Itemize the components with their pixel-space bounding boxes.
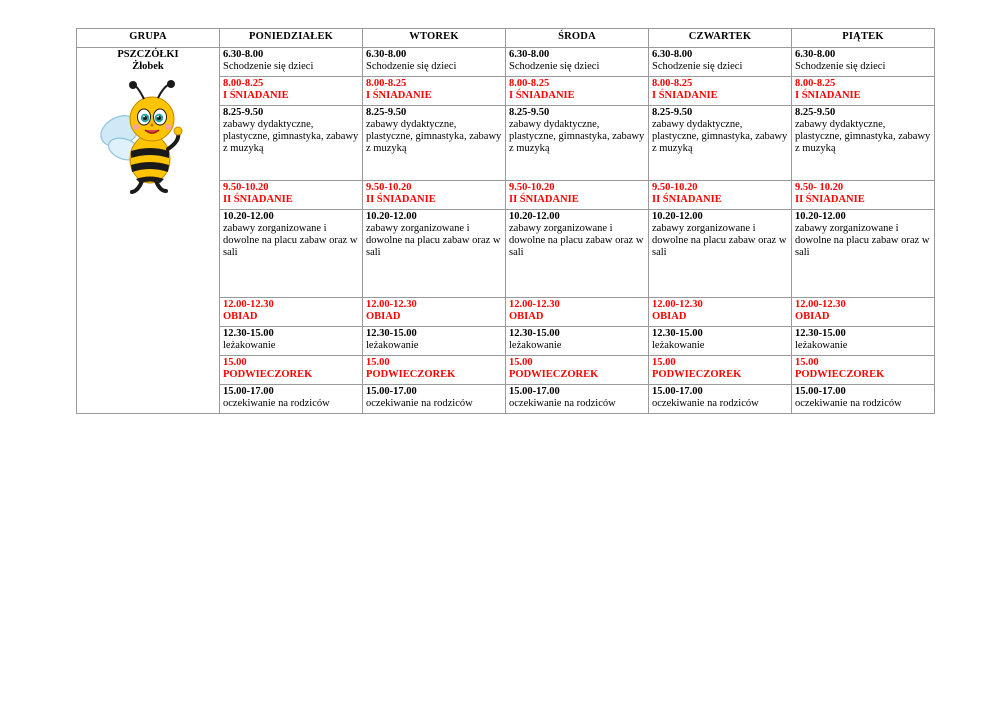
activity-description: leżakowanie bbox=[509, 340, 562, 351]
time-range: 8.25-9.50 bbox=[366, 107, 407, 118]
activity-description: oczekiwanie na rodziców bbox=[652, 398, 759, 409]
meal-cell bbox=[649, 298, 792, 327]
meal-name: PODWIECZOREK bbox=[509, 369, 599, 380]
time-range: 12.30-15.00 bbox=[509, 328, 560, 339]
group-subtitle: Żłobek bbox=[132, 61, 164, 72]
activity-cell bbox=[220, 385, 363, 414]
meal-cell bbox=[363, 298, 506, 327]
time-range: 12.00-12.30 bbox=[652, 299, 703, 310]
activity-cell bbox=[649, 106, 792, 181]
meal-name: II ŚNIADANIE bbox=[223, 194, 293, 205]
time-range: 15.00-17.00 bbox=[509, 386, 560, 397]
activity-cell bbox=[363, 327, 506, 356]
meal-name: II ŚNIADANIE bbox=[366, 194, 436, 205]
time-range: 12.00-12.30 bbox=[795, 299, 846, 310]
activity-description: leżakowanie bbox=[223, 340, 276, 351]
meal-cell bbox=[649, 181, 792, 210]
meal-cell bbox=[506, 181, 649, 210]
time-range: 8.00-8.25 bbox=[652, 78, 693, 89]
time-range: 9.50-10.20 bbox=[223, 182, 269, 193]
time-range: 15.00-17.00 bbox=[366, 386, 417, 397]
header-day-4: CZWARTEK bbox=[649, 29, 792, 48]
meal-name: PODWIECZOREK bbox=[795, 369, 885, 380]
time-range: 6.30-8.00 bbox=[223, 49, 264, 60]
time-range: 6.30-8.00 bbox=[366, 49, 407, 60]
header-day-2: WTOREK bbox=[363, 29, 506, 48]
time-range: 15.00 bbox=[652, 357, 676, 368]
time-range: 6.30-8.00 bbox=[795, 49, 836, 60]
time-range: 10.20-12.00 bbox=[795, 211, 846, 222]
activity-description: oczekiwanie na rodziców bbox=[795, 398, 902, 409]
meal-name: OBIAD bbox=[509, 311, 544, 322]
group-cell bbox=[77, 48, 220, 414]
time-range: 8.00-8.25 bbox=[795, 78, 836, 89]
activity-description: Schodzenie się dzieci bbox=[652, 61, 743, 72]
activity-description: zabawy zorganizowane i dowolne na placu zabaw oraz w sali bbox=[795, 223, 930, 258]
meal-cell bbox=[363, 356, 506, 385]
time-range: 15.00 bbox=[366, 357, 390, 368]
meal-name: OBIAD bbox=[652, 311, 687, 322]
time-range: 15.00-17.00 bbox=[223, 386, 274, 397]
meal-cell bbox=[792, 298, 935, 327]
time-range: 9.50- 10.20 bbox=[795, 182, 844, 193]
activity-description: leżakowanie bbox=[795, 340, 848, 351]
time-range: 9.50-10.20 bbox=[509, 182, 555, 193]
meal-cell bbox=[792, 181, 935, 210]
schedule-row bbox=[77, 48, 935, 77]
time-range: 12.30-15.00 bbox=[223, 328, 274, 339]
time-range: 6.30-8.00 bbox=[652, 49, 693, 60]
time-range: 12.30-15.00 bbox=[366, 328, 417, 339]
time-range: 8.25-9.50 bbox=[509, 107, 550, 118]
time-range: 12.00-12.30 bbox=[366, 299, 417, 310]
meal-name: OBIAD bbox=[795, 311, 830, 322]
time-range: 8.00-8.25 bbox=[223, 78, 264, 89]
time-range: 15.00 bbox=[509, 357, 533, 368]
activity-cell bbox=[649, 210, 792, 298]
time-range: 8.00-8.25 bbox=[509, 78, 550, 89]
time-range: 12.00-12.30 bbox=[509, 299, 560, 310]
time-range: 8.00-8.25 bbox=[366, 78, 407, 89]
time-range: 8.25-9.50 bbox=[795, 107, 836, 118]
activity-description: zabawy dydaktyczne, plastyczne, gimnastyka, zabawy z muzyką bbox=[509, 119, 645, 154]
time-range: 9.50-10.20 bbox=[366, 182, 412, 193]
time-range: 10.20-12.00 bbox=[366, 211, 417, 222]
header-day-1: PONIEDZIAŁEK bbox=[220, 29, 363, 48]
meal-name: OBIAD bbox=[366, 311, 401, 322]
meal-cell bbox=[506, 298, 649, 327]
activity-cell bbox=[506, 106, 649, 181]
meal-name: I ŚNIADANIE bbox=[509, 90, 575, 101]
time-range: 12.00-12.30 bbox=[223, 299, 274, 310]
group-name: PSZCZÓŁKI bbox=[117, 49, 179, 60]
activity-description: zabawy zorganizowane i dowolne na placu zabaw oraz w sali bbox=[223, 223, 358, 258]
activity-description: zabawy dydaktyczne, plastyczne, gimnastyka, zabawy z muzyką bbox=[366, 119, 502, 154]
time-range: 10.20-12.00 bbox=[652, 211, 703, 222]
time-range: 8.25-9.50 bbox=[652, 107, 693, 118]
activity-description: Schodzenie się dzieci bbox=[366, 61, 457, 72]
meal-cell bbox=[649, 77, 792, 106]
activity-cell bbox=[506, 385, 649, 414]
activity-description: Schodzenie się dzieci bbox=[223, 61, 314, 72]
time-range: 12.30-15.00 bbox=[652, 328, 703, 339]
activity-description: oczekiwanie na rodziców bbox=[509, 398, 616, 409]
activity-description: oczekiwanie na rodziców bbox=[366, 398, 473, 409]
activity-cell bbox=[792, 106, 935, 181]
activity-cell bbox=[649, 48, 792, 77]
meal-name: PODWIECZOREK bbox=[223, 369, 313, 380]
activity-cell bbox=[506, 210, 649, 298]
time-range: 9.50-10.20 bbox=[652, 182, 698, 193]
meal-cell bbox=[220, 356, 363, 385]
time-range: 10.20-12.00 bbox=[223, 211, 274, 222]
meal-name: I ŚNIADANIE bbox=[366, 90, 432, 101]
time-range: 10.20-12.00 bbox=[509, 211, 560, 222]
activity-description: zabawy zorganizowane i dowolne na placu zabaw oraz w sali bbox=[509, 223, 644, 258]
activity-cell bbox=[363, 385, 506, 414]
meal-cell bbox=[506, 77, 649, 106]
header-group: GRUPA bbox=[77, 29, 220, 48]
time-range: 15.00 bbox=[795, 357, 819, 368]
meal-cell bbox=[220, 298, 363, 327]
activity-cell bbox=[220, 327, 363, 356]
activity-description: oczekiwanie na rodziców bbox=[223, 398, 330, 409]
activity-cell bbox=[506, 327, 649, 356]
meal-cell bbox=[649, 356, 792, 385]
time-range: 6.30-8.00 bbox=[509, 49, 550, 60]
meal-name: II ŚNIADANIE bbox=[509, 194, 579, 205]
meal-name: II ŚNIADANIE bbox=[795, 194, 865, 205]
activity-description: zabawy dydaktyczne, plastyczne, gimnastyka, zabawy z muzyką bbox=[652, 119, 788, 154]
meal-cell bbox=[220, 77, 363, 106]
activity-description: zabawy zorganizowane i dowolne na placu zabaw oraz w sali bbox=[652, 223, 787, 258]
meal-name: PODWIECZOREK bbox=[366, 369, 456, 380]
activity-cell bbox=[220, 106, 363, 181]
time-range: 15.00-17.00 bbox=[652, 386, 703, 397]
time-range: 12.30-15.00 bbox=[795, 328, 846, 339]
activity-cell bbox=[220, 210, 363, 298]
meal-cell bbox=[792, 77, 935, 106]
meal-name: I ŚNIADANIE bbox=[795, 90, 861, 101]
schedule-table bbox=[76, 28, 935, 414]
meal-cell bbox=[506, 356, 649, 385]
meal-cell bbox=[363, 181, 506, 210]
activity-description: zabawy dydaktyczne, plastyczne, gimnastyka, zabawy z muzyką bbox=[795, 119, 931, 154]
meal-name: II ŚNIADANIE bbox=[652, 194, 722, 205]
time-range: 8.25-9.50 bbox=[223, 107, 264, 118]
activity-description: leżakowanie bbox=[652, 340, 705, 351]
time-range: 15.00 bbox=[223, 357, 247, 368]
activity-cell bbox=[649, 327, 792, 356]
activity-description: leżakowanie bbox=[366, 340, 419, 351]
time-range: 15.00-17.00 bbox=[795, 386, 846, 397]
header-day-3: ŚRODA bbox=[506, 29, 649, 48]
header-row bbox=[77, 29, 935, 48]
activity-cell bbox=[363, 210, 506, 298]
meal-cell bbox=[792, 356, 935, 385]
activity-cell bbox=[363, 106, 506, 181]
meal-cell bbox=[363, 77, 506, 106]
bee-icon bbox=[98, 79, 198, 197]
activity-description: Schodzenie się dzieci bbox=[795, 61, 886, 72]
activity-cell bbox=[792, 210, 935, 298]
meal-name: I ŚNIADANIE bbox=[223, 90, 289, 101]
activity-cell bbox=[506, 48, 649, 77]
activity-description: zabawy dydaktyczne, plastyczne, gimnastyka, zabawy z muzyką bbox=[223, 119, 359, 154]
activity-cell bbox=[363, 48, 506, 77]
activity-cell bbox=[649, 385, 792, 414]
meal-name: PODWIECZOREK bbox=[652, 369, 742, 380]
meal-name: I ŚNIADANIE bbox=[652, 90, 718, 101]
activity-cell bbox=[792, 48, 935, 77]
activity-cell bbox=[792, 385, 935, 414]
activity-description: zabawy zorganizowane i dowolne na placu zabaw oraz w sali bbox=[366, 223, 501, 258]
meal-name: OBIAD bbox=[223, 311, 258, 322]
header-day-5: PIĄTEK bbox=[792, 29, 935, 48]
activity-description: Schodzenie się dzieci bbox=[509, 61, 600, 72]
meal-cell bbox=[220, 181, 363, 210]
activity-cell bbox=[220, 48, 363, 77]
activity-cell bbox=[792, 327, 935, 356]
